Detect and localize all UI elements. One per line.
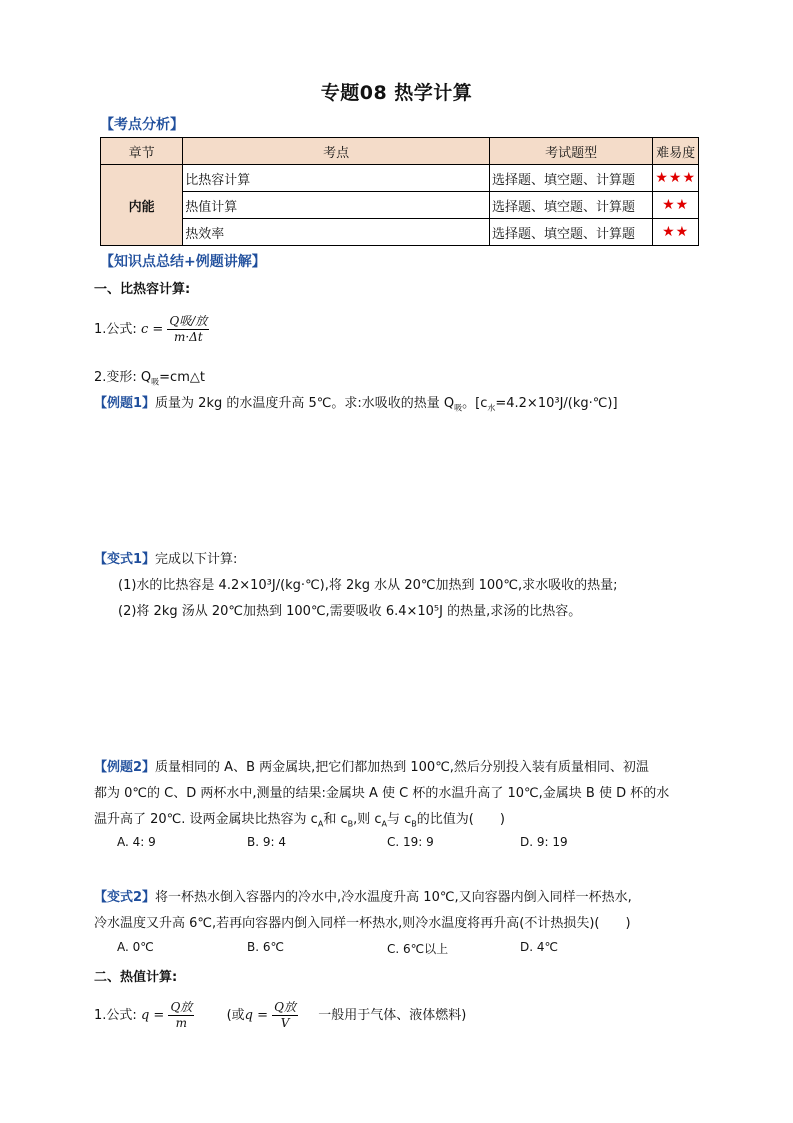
ex2-t-e: 的比值为( ) bbox=[416, 812, 505, 827]
formula2-alt-numerator: Q放 bbox=[274, 1000, 296, 1014]
section-summary-heading: 【知识点总结+例题讲解】 bbox=[100, 254, 266, 270]
type-cell: 选择题、填空题、计算题 bbox=[489, 165, 652, 192]
ex2-sub4: B bbox=[411, 819, 417, 829]
header-chapter: 章节 bbox=[101, 138, 183, 165]
table-header-row bbox=[101, 138, 699, 165]
example1-text: 质量为 2kg 的水温度升高 5℃。求:水吸收的热量 Q bbox=[155, 396, 455, 411]
table-row bbox=[101, 165, 699, 192]
part1-heading: 一、比热容计算: bbox=[94, 282, 191, 297]
variant2-option-d: D. 4℃ bbox=[520, 940, 558, 954]
formula2-alt-note: 一般用于气体、液体燃料) bbox=[318, 1008, 467, 1023]
formula2-denominator: m bbox=[175, 1016, 188, 1030]
formula2-alt-prefix: (或 bbox=[226, 1008, 245, 1023]
type-cell: 选择题、填空题、计算题 bbox=[489, 192, 652, 219]
difficulty-stars: ★★ bbox=[653, 219, 699, 246]
header-type: 考试题型 bbox=[489, 138, 652, 165]
variant2-option-b: B. 6℃ bbox=[247, 940, 284, 954]
variant2-line1 bbox=[94, 886, 632, 905]
table-row bbox=[101, 192, 699, 219]
ex2-sub3: A bbox=[381, 819, 387, 829]
example2-option-a: A. 4: 9 bbox=[117, 835, 156, 849]
variant1-q2: (2)将 2kg 汤从 20℃加热到 100℃,需要吸收 6.4×10⁵J 的热量,求汤的比热容。 bbox=[118, 604, 582, 619]
variant1 bbox=[94, 548, 237, 567]
chapter-cell: 内能 bbox=[101, 165, 183, 246]
ex2-t-d: 与 c bbox=[387, 812, 412, 827]
variant1-intro: 完成以下计算: bbox=[155, 552, 238, 567]
ex2-sub1: A bbox=[317, 819, 324, 829]
table-row bbox=[101, 219, 699, 246]
ex2-sub2: B bbox=[347, 819, 354, 829]
header-topic: 考点 bbox=[183, 138, 490, 165]
example2-option-c: C. 19: 9 bbox=[387, 835, 434, 849]
kaodian-table bbox=[100, 137, 699, 246]
variant2-label: 【变式2】 bbox=[94, 890, 156, 905]
section-kaodian-heading: 【考点分析】 bbox=[100, 117, 184, 133]
ex2-t-a: 温升高了 20℃. 设两金属块比热容为 c bbox=[94, 812, 318, 827]
example2-line1 bbox=[94, 756, 649, 775]
formula2-numerator: Q放 bbox=[170, 1000, 193, 1014]
example1 bbox=[94, 392, 618, 414]
ex2-t-c: ,则 c bbox=[353, 812, 382, 827]
topic-cell: 热效率 bbox=[183, 219, 490, 246]
formula2-alt-lhs: q = bbox=[244, 1008, 268, 1023]
formula2-alt-denominator: V bbox=[280, 1016, 290, 1030]
type-cell: 选择题、填空题、计算题 bbox=[489, 219, 652, 246]
formula2-alt-fraction bbox=[272, 1000, 298, 1031]
variant1-q1: (1)水的比热容是 4.2×10³J/(kg·℃),将 2kg 水从 20℃加热到 100℃,求水吸收的热量; bbox=[118, 578, 618, 593]
example2-label: 【例题2】 bbox=[94, 760, 156, 775]
variant2-option-c: C. 6℃以上 bbox=[387, 942, 449, 956]
example1-text-b: 。[c bbox=[462, 396, 488, 411]
formula2-fraction bbox=[168, 1000, 194, 1031]
difficulty-stars: ★★★ bbox=[653, 165, 699, 192]
page-title: 专题08 热学计算 bbox=[320, 82, 473, 104]
variant2-option-a: A. 0℃ bbox=[117, 940, 154, 954]
formula2-prefix: 1.公式: bbox=[94, 1008, 137, 1023]
variant1-label: 【变式1】 bbox=[94, 552, 156, 567]
topic-cell: 热值计算 bbox=[183, 192, 490, 219]
example2-text1: 质量相同的 A、B 两金属块,把它们都加热到 100℃,然后分别投入装有质量相同、初温 bbox=[155, 760, 649, 775]
example1-text-c: =4.2×10³J/(kg·℃)] bbox=[495, 396, 618, 411]
variant2-text1: 将一杯热水倒入容器内的冷水中,冷水温度升高 10℃,又向容器内倒入同样一杯热水, bbox=[155, 890, 632, 905]
variant2-line2: 冷水温度又升高 6℃,若再向容器内倒入同样一杯热水,则冷水温度将再升高(不计热损失)( ) bbox=[94, 916, 631, 931]
example2-option-b: B. 9: 4 bbox=[247, 835, 286, 849]
formula-prefix: 1.公式: bbox=[94, 322, 137, 337]
part2-formula bbox=[94, 1000, 466, 1031]
part1-formula bbox=[94, 314, 209, 345]
formula-numerator: Q吸/放 bbox=[169, 314, 208, 328]
formula-denominator: m·Δt bbox=[173, 330, 203, 344]
example2-option-d: D. 9: 19 bbox=[520, 835, 568, 849]
difficulty-stars: ★★ bbox=[653, 192, 699, 219]
variant-rest: =cm△t bbox=[159, 370, 205, 385]
part2-heading: 二、热值计算: bbox=[94, 970, 178, 985]
example2-line3 bbox=[94, 808, 505, 829]
ex2-t-b: 和 c bbox=[323, 812, 348, 827]
example1-label: 【例题1】 bbox=[94, 396, 156, 411]
header-difficulty: 难易度 bbox=[653, 138, 699, 165]
example1-sub: 吸 bbox=[454, 403, 463, 413]
example1-sub-b: 水 bbox=[487, 403, 496, 413]
variant-text: 2.变形: Q bbox=[94, 370, 152, 385]
formula-fraction bbox=[167, 314, 209, 345]
formula-lhs: c = bbox=[140, 322, 164, 337]
variant-sub: 吸 bbox=[151, 377, 160, 387]
part1-variant bbox=[94, 366, 205, 388]
topic-cell: 比热容计算 bbox=[183, 165, 490, 192]
example2-line2: 都为 0℃的 C、D 两杯水中,测量的结果:金属块 A 使 C 杯的水温升高了 10℃,金属块 B 使 D 杯的水 bbox=[94, 786, 670, 801]
formula2-lhs: q = bbox=[140, 1008, 165, 1023]
